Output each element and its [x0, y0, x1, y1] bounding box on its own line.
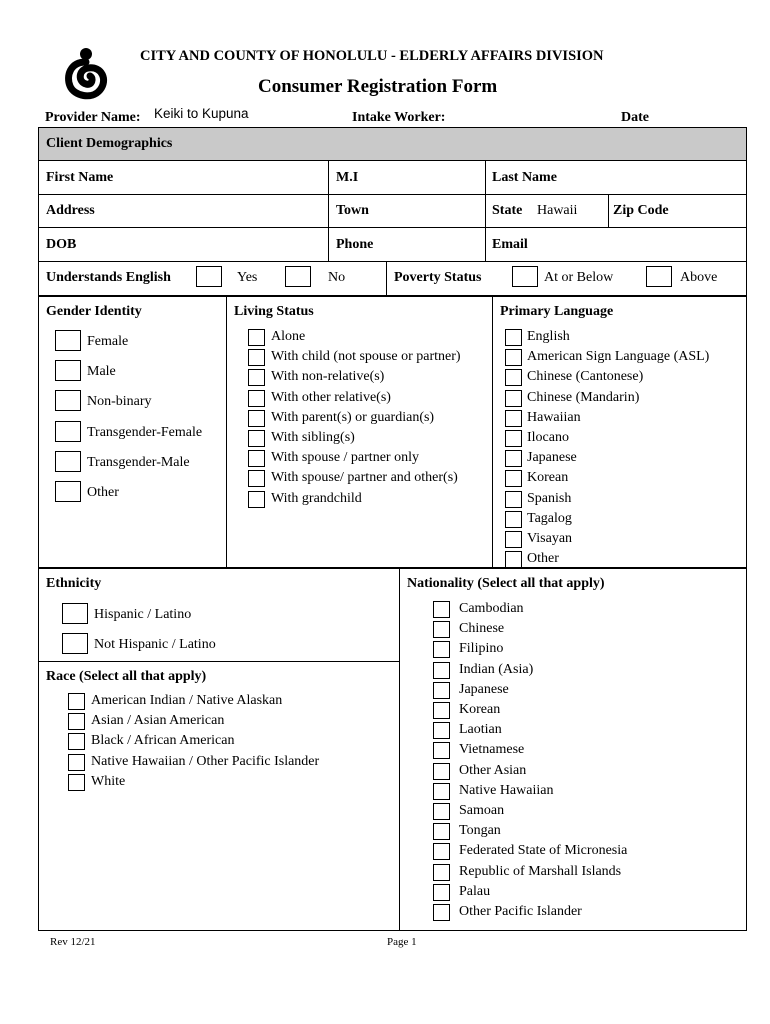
living-option-7-label: With spouse/ partner and other(s): [271, 470, 458, 486]
living-option-4-checkbox[interactable]: [248, 410, 265, 427]
nationality-option-0-label: Cambodian: [459, 601, 524, 616]
nationality-option-8-checkbox[interactable]: [433, 763, 450, 780]
address-field[interactable]: Address: [46, 203, 95, 218]
living-option-5-label: With sibling(s): [271, 430, 355, 445]
gender-option-1-label: Male: [87, 364, 116, 380]
nationality-option-8-label: Other Asian: [459, 762, 527, 778]
nationality-option-1-label: Chinese: [459, 621, 505, 637]
zip-code-field[interactable]: Zip Code: [613, 203, 669, 218]
language-option-5-label: Ilocano: [527, 430, 569, 445]
agency-name: CITY AND COUNTY OF HONOLULU - ELDERLY AFFAIRS DIVISION: [140, 48, 604, 64]
email-field[interactable]: Email: [492, 237, 528, 252]
form-title: Consumer Registration Form: [258, 76, 498, 97]
language-option-2-checkbox[interactable]: [505, 369, 522, 386]
gender-option-0-checkbox[interactable]: [55, 330, 81, 351]
gender-option-5-checkbox[interactable]: [55, 481, 81, 502]
divider: [485, 160, 486, 261]
divider: [38, 160, 747, 161]
language-option-9-checkbox[interactable]: [505, 511, 522, 528]
race-option-1-label: Asian / Asian American: [91, 713, 225, 729]
divider: [226, 296, 227, 568]
divider: [328, 160, 329, 261]
nationality-option-2-label: Filipino: [459, 641, 504, 657]
divider: [38, 661, 399, 662]
nationality-option-15-checkbox[interactable]: [433, 904, 450, 921]
demographics-title: Client Demographics: [46, 136, 173, 151]
page-number: Page 1: [387, 936, 417, 948]
nationality-title: Nationality (Select all that apply): [407, 576, 605, 591]
living-option-3-label: With other relative(s): [271, 389, 391, 405]
state-label: State: [492, 203, 523, 218]
gender-option-0-label: Female: [87, 334, 129, 349]
language-option-11-checkbox[interactable]: [505, 551, 522, 568]
language-option-6-label: Japanese: [527, 450, 577, 466]
language-option-11-label: Other: [527, 551, 559, 567]
divider: [492, 296, 493, 568]
language-option-0-checkbox[interactable]: [505, 329, 522, 346]
race-option-3-checkbox[interactable]: [68, 754, 85, 771]
dob-field[interactable]: DOB: [46, 237, 77, 252]
understands-english-label: Understands English: [46, 270, 171, 285]
gender-option-4-checkbox[interactable]: [55, 451, 81, 472]
mi-field[interactable]: M.I: [336, 170, 359, 185]
race-option-1-checkbox[interactable]: [68, 713, 85, 730]
language-option-9-label: Tagalog: [527, 510, 572, 526]
ethnicity-option-1-label: Not Hispanic / Latino: [94, 637, 216, 652]
nationality-option-12-checkbox[interactable]: [433, 843, 450, 860]
language-title: Primary Language: [500, 304, 614, 319]
agency-logo: [64, 46, 108, 100]
race-option-4-label: White: [91, 773, 126, 789]
date-label: Date: [621, 110, 649, 125]
english-yes-checkbox[interactable]: [196, 266, 222, 287]
language-option-8-label: Spanish: [527, 490, 572, 506]
language-option-4-checkbox[interactable]: [505, 410, 522, 427]
nationality-option-13-checkbox[interactable]: [433, 864, 450, 881]
language-option-10-checkbox[interactable]: [505, 531, 522, 548]
living-option-1-checkbox[interactable]: [248, 349, 265, 366]
nationality-option-7-label: Vietnamese: [459, 742, 525, 758]
divider: [386, 261, 387, 296]
revision-label: Rev 12/21: [50, 936, 96, 948]
nationality-option-4-label: Japanese: [459, 681, 509, 697]
race-option-2-label: Black / African American: [91, 733, 235, 749]
language-option-7-label: Korean: [527, 470, 569, 486]
nationality-option-15-label: Other Pacific Islander: [459, 904, 582, 919]
living-option-0-checkbox[interactable]: [248, 329, 265, 346]
nationality-option-5-label: Korean: [459, 702, 501, 717]
language-option-1-checkbox[interactable]: [505, 349, 522, 366]
language-option-1-label: American Sign Language (ASL): [527, 349, 710, 365]
language-option-5-checkbox[interactable]: [505, 430, 522, 447]
language-option-10-label: Visayan: [527, 531, 573, 546]
intake-worker-label: Intake Worker:: [352, 110, 446, 125]
provider-label: Provider Name:: [45, 110, 141, 125]
language-option-8-checkbox[interactable]: [505, 491, 522, 508]
ethnicity-option-1-checkbox[interactable]: [62, 633, 88, 654]
nationality-option-2-checkbox[interactable]: [433, 641, 450, 658]
divider: [399, 568, 400, 931]
race-option-4-checkbox[interactable]: [68, 774, 85, 791]
nationality-option-4-checkbox[interactable]: [433, 682, 450, 699]
living-option-8-label: With grandchild: [271, 490, 362, 506]
gender-option-4-label: Transgender-Male: [87, 454, 190, 470]
nationality-option-5-checkbox[interactable]: [433, 702, 450, 719]
english-no-label: No: [328, 270, 346, 285]
nationality-option-12-label: Federated State of Micronesia: [459, 843, 628, 859]
poverty-status-label: Poverty Status: [394, 270, 482, 285]
race-option-3-label: Native Hawaiian / Other Pacific Islander: [91, 753, 320, 769]
nationality-option-9-label: Native Hawaiian: [459, 782, 554, 798]
language-option-2-label: Chinese (Cantonese): [527, 369, 644, 385]
gender-title: Gender Identity: [46, 304, 142, 319]
divider: [38, 194, 747, 195]
english-no-checkbox[interactable]: [285, 266, 311, 287]
living-option-2-checkbox[interactable]: [248, 369, 265, 386]
poverty-above-label: Above: [680, 270, 718, 285]
divider: [38, 227, 747, 228]
living-option-6-label: With spouse / partner only: [271, 450, 419, 466]
living-option-4-label: With parent(s) or guardian(s): [271, 409, 435, 425]
state-value[interactable]: Hawaii: [537, 203, 578, 218]
nationality-option-3-checkbox[interactable]: [433, 662, 450, 679]
nationality-option-3-label: Indian (Asia): [459, 661, 534, 677]
living-option-6-checkbox[interactable]: [248, 450, 265, 467]
language-option-0-label: English: [527, 329, 570, 344]
living-title: Living Status: [234, 304, 314, 319]
ethnicity-option-0-label: Hispanic / Latino: [94, 607, 192, 622]
nationality-option-11-label: Tongan: [459, 823, 501, 839]
nationality-option-0-checkbox[interactable]: [433, 601, 450, 618]
language-option-3-checkbox[interactable]: [505, 390, 522, 407]
race-option-0-checkbox[interactable]: [68, 693, 85, 710]
ethnicity-title: Ethnicity: [46, 576, 102, 591]
nationality-option-7-checkbox[interactable]: [433, 742, 450, 759]
living-option-2-label: With non-relative(s): [271, 369, 385, 385]
provider-value[interactable]: Keiki to Kupuna: [154, 106, 249, 121]
living-option-7-checkbox[interactable]: [248, 470, 265, 487]
first-name-field[interactable]: First Name: [46, 170, 114, 185]
language-option-3-label: Chinese (Mandarin): [527, 389, 640, 405]
race-option-2-checkbox[interactable]: [68, 733, 85, 750]
nationality-option-10-label: Samoan: [459, 803, 505, 818]
phone-field[interactable]: Phone: [336, 237, 374, 252]
language-option-7-checkbox[interactable]: [505, 470, 522, 487]
language-option-6-checkbox[interactable]: [505, 450, 522, 467]
nationality-option-6-checkbox[interactable]: [433, 722, 450, 739]
nationality-option-1-checkbox[interactable]: [433, 621, 450, 638]
living-option-1-label: With child (not spouse or partner): [271, 349, 461, 365]
gender-option-2-label: Non-binary: [87, 394, 152, 410]
nationality-option-9-checkbox[interactable]: [433, 783, 450, 800]
poverty-below-checkbox[interactable]: [512, 266, 538, 287]
living-option-3-checkbox[interactable]: [248, 390, 265, 407]
gender-option-1-checkbox[interactable]: [55, 360, 81, 381]
living-option-5-checkbox[interactable]: [248, 430, 265, 447]
gender-option-3-label: Transgender-Female: [87, 424, 203, 440]
divider: [38, 261, 747, 262]
race-option-0-label: American Indian / Native Alaskan: [91, 693, 283, 708]
nationality-option-11-checkbox[interactable]: [433, 823, 450, 840]
english-yes-label: Yes: [237, 270, 258, 285]
gender-option-3-checkbox[interactable]: [55, 421, 81, 442]
poverty-below-label: At or Below: [544, 270, 614, 285]
ethnicity-option-0-checkbox[interactable]: [62, 603, 88, 624]
nationality-option-13-label: Republic of Marshall Islands: [459, 863, 622, 879]
town-field[interactable]: Town: [336, 203, 369, 218]
living-option-0-label: Alone: [271, 329, 306, 344]
nationality-option-6-label: Laotian: [459, 722, 502, 738]
last-name-field[interactable]: Last Name: [492, 170, 557, 185]
nationality-option-10-checkbox[interactable]: [433, 803, 450, 820]
nationality-option-14-label: Palau: [459, 883, 491, 899]
living-option-8-checkbox[interactable]: [248, 491, 265, 508]
language-option-4-label: Hawaiian: [527, 409, 581, 425]
poverty-above-checkbox[interactable]: [646, 266, 672, 287]
race-title: Race (Select all that apply): [46, 669, 207, 684]
nationality-option-14-checkbox[interactable]: [433, 884, 450, 901]
gender-option-5-label: Other: [87, 485, 119, 500]
gender-option-2-checkbox[interactable]: [55, 390, 81, 411]
divider: [608, 194, 609, 227]
